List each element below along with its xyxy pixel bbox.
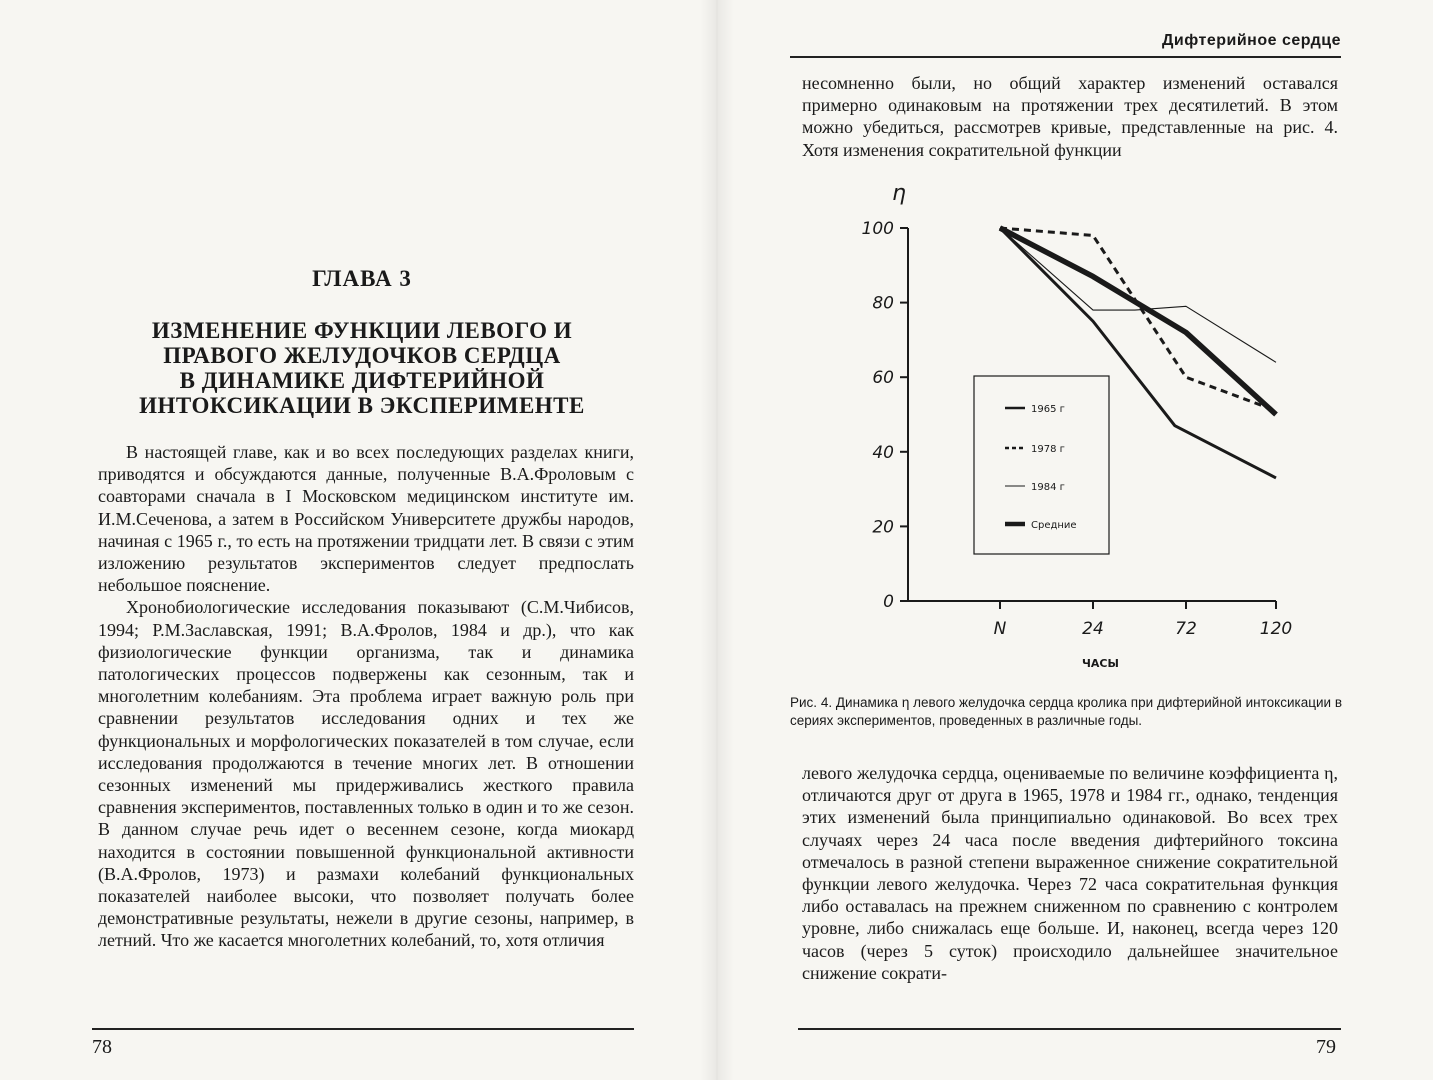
legend-label-mean: Средние bbox=[1031, 520, 1077, 531]
x-axis-label: ЧАСЫ bbox=[1082, 657, 1119, 670]
right-bottom-text bbox=[802, 762, 1338, 984]
figure-caption: Рис. 4. Динамика η левого желудочка сердца кролика при дифтерийной интоксикации в сериях экспериментов, проведенных в различные годы. bbox=[790, 695, 1342, 728]
right-top-text bbox=[802, 72, 1338, 161]
paragraph: В настоящей главе, как и во всех последующих разделах книги, приводятся и обсуждаются данные, полученные В.А.Фроловым с соавторами сначала в I Московском медицинском институте им. И.М.Сеченова, а затем в Российском Университете дружбы народов, начиная с 1965 г., то есть на протяжении тридцати лет. В связи с этим изложению результатов экспериментов следует предпослать небольшое пояснение. bbox=[98, 442, 634, 596]
series-line-1 bbox=[1000, 228, 1276, 411]
figure-4-chart bbox=[830, 170, 1310, 680]
y-tick-label: 60 bbox=[872, 368, 894, 389]
y-tick-label: 80 bbox=[872, 293, 894, 314]
x-tick-label: N bbox=[993, 619, 1007, 639]
right-footer-rule bbox=[798, 1028, 1341, 1030]
x-tick-label: 24 bbox=[1082, 619, 1104, 639]
paragraph: Хронобиологические исследования показывают (С.М.Чибисов, 1994; Р.М.Заславская, 1991; В.А.Фролов, 1984 и др.), что как физиологические функции организма, так и динамика патологических процессов подвержены как сезонным, так и многолетним колебаниям. Эта проблема играет важную роль при сравнении результатов исследования одних и тех же функциональных и морфологических показателей в том случае, если исследования продолжаются в течение многих лет. В отношении сезонных изменений мы придерживались жесткого правила сравнения экспериментов, поставленных только в один и то же сезон. В данном случае речь идет о весеннем сезоне, когда миокард находится в состоянии повышенной функциональной активности (В.А.Фролов, 1973) и размахи колебаний функциональных показателей наиболее высоки, что позволяет получать более демонстративные результаты, нежели в другие сезоны, например, в летний. Что же касается многолетних колебаний, то, хотя отличия bbox=[98, 597, 634, 951]
chapter-title-line: ИЗМЕНЕНИЕ ФУНКЦИИ ЛЕВОГО И bbox=[151, 318, 573, 343]
right-page-number: 79 bbox=[1316, 1036, 1336, 1058]
x-axis bbox=[994, 601, 1293, 639]
left-footer-rule bbox=[92, 1028, 634, 1030]
header-rule bbox=[790, 56, 1341, 58]
paragraph: несомненно были, но общий характер изменений оставался примерно одинаковым на протяжении трех десятилетий. В этом можно убедиться, рассмотрев кривые, представленные на рис. 4. Хотя изменения сократительной функции bbox=[802, 73, 1338, 160]
chapter-title-line: ИНТОКСИКАЦИИ В ЭКСПЕРИМЕНТЕ bbox=[139, 393, 585, 418]
running-header: Дифтерийное сердце bbox=[1161, 32, 1341, 49]
legend-label-1978: 1978 г bbox=[1031, 444, 1065, 455]
chapter-title-line: В ДИНАМИКЕ ДИФТЕРИЙНОЙ bbox=[179, 368, 545, 393]
chapter-title bbox=[88, 318, 636, 418]
left-page-number: 78 bbox=[92, 1036, 112, 1058]
chapter-label: ГЛАВА 3 bbox=[312, 266, 412, 291]
y-tick-label: 0 bbox=[883, 592, 894, 612]
paragraph: левого желудочка сердца, оцениваемые по величине коэффициента η, отличаются друг от друга в 1965, 1978 и 1984 гг., однако, тенденция этих изменений была принципиально одинаковой. Во всех трех случаях через 24 часа после введения дифтерийного токсина отмечалось в разной степени выраженное снижение сократительной функции левого желудочка. Через 72 часа сократительная функция либо оставалась на прежнем сниженном по сравнению с контролем уровне, либо снижалась еще больше. И, наконец, всегда через 120 часов (через 5 суток) происходило дальнейшее значительное снижение сократи- bbox=[802, 763, 1338, 983]
chapter-title-line: ПРАВОГО ЖЕЛУДОЧКОВ СЕРДЦА bbox=[163, 343, 561, 368]
y-tick-label: 20 bbox=[872, 517, 894, 538]
chart-legend bbox=[974, 376, 1109, 554]
data-series bbox=[1000, 228, 1276, 478]
y-tick-label: 40 bbox=[872, 442, 894, 463]
y-axis-label: η bbox=[892, 181, 906, 206]
book-gutter bbox=[700, 0, 734, 1080]
y-axis bbox=[862, 219, 908, 612]
legend-label-1984: 1984 г bbox=[1031, 482, 1065, 493]
series-line-0 bbox=[1000, 228, 1276, 478]
left-body-text bbox=[98, 441, 634, 952]
y-tick-label: 100 bbox=[861, 219, 894, 239]
series-line-3 bbox=[1000, 228, 1276, 415]
x-tick-label: 72 bbox=[1175, 619, 1197, 639]
x-tick-label: 120 bbox=[1259, 619, 1293, 639]
legend-label-1965: 1965 г bbox=[1031, 404, 1065, 415]
